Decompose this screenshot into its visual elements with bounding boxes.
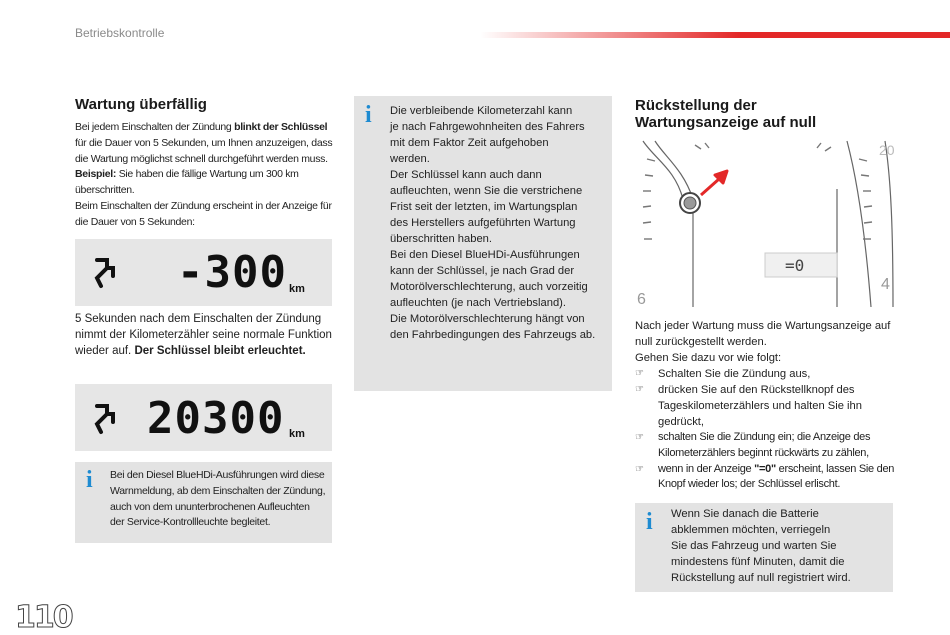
note-line: Bei den Diesel BlueHDi-Ausführungen (390, 249, 580, 261)
note-line: Sie das Fahrzeug und warten Sie (671, 540, 837, 552)
note-line: aufleuchten, wenn Sie die verstrichene (390, 185, 583, 197)
text: Sie haben die fällige Wartung um 300 km überschritten. (75, 168, 299, 197)
note-line: überschritten haben. (390, 233, 492, 245)
text: für die Dauer von 5 Sekunden, um Ihnen anzuzeigen, dass die Wartung möglichst schnell durchgeführt werden muss. (75, 136, 333, 165)
paragraph-blink (75, 120, 337, 167)
note-text (390, 103, 610, 343)
list-item (635, 430, 897, 462)
note-line: mindestens fünf Minuten, damit die (671, 556, 845, 568)
section-title: Betriebskontrolle (75, 26, 165, 40)
heading-line: Wartungsanzeige auf null (635, 114, 817, 131)
note-line: abklemmen möchten, verriegeln (671, 524, 831, 536)
text: 5 Sekunden nach dem Einschalten der Zündung nimmt der Kilometerzähler seine normale Funktion wieder auf. (75, 313, 332, 357)
info-icon: i (646, 509, 653, 535)
steps-list (635, 366, 897, 493)
display-unit: km (289, 428, 305, 440)
note-text: Bei den Diesel BlueHDi-Ausführungen wird diese Warnmeldung, ab dem Einschalten der Zündung, auch von dem ununterbrochenen Aufleuchten der Service-Kontrollleuchte begleitet. (110, 469, 326, 529)
wrench-icon (93, 256, 119, 292)
note-line: Rückstellung auf null registriert wird. (671, 572, 851, 584)
emphasis: Der Schlüssel bleibt erleuchtet. (134, 345, 306, 357)
note-line: Motorölverschlechterung, auch vorzeitig (390, 281, 588, 293)
step-text: Schalten Sie die Zündung aus, (658, 368, 811, 380)
emphasis: "=0" (754, 462, 776, 475)
step-text: erscheint, lassen Sie den Knopf wieder los; der Schlüssel erlischt. (658, 462, 895, 491)
dash-tick-label: 6 (637, 291, 646, 308)
hand-pointer-icon: ☞ (635, 384, 644, 395)
header-accent-bar (480, 32, 950, 38)
display-value: 20300 (147, 393, 285, 444)
step-text: schalten Sie die Zündung ein; die Anzeige des Kilometerzählers beginnt rückwärts zu zählen, (658, 431, 871, 459)
note-line: Die Motorölverschlechterung hängt von (390, 313, 585, 325)
note-line: Wenn Sie danach die Batterie (671, 508, 819, 520)
list-item (635, 382, 897, 430)
info-note-middle (354, 96, 612, 391)
note-text (671, 506, 889, 586)
note-line: Frist seit der letzten, im Wartungsplan (390, 201, 578, 213)
note-line: den Fahrbedingungen des Fahrzeugs ab. (390, 329, 596, 341)
list-item (635, 366, 897, 382)
note-line: Die verbleibende Kilometerzahl kann (390, 105, 573, 117)
emphasis: blinkt der Schlüssel (234, 121, 328, 133)
step-text: wenn in der Anzeige (658, 462, 755, 475)
dash-tick-label: 20 (879, 142, 895, 158)
note-line: mit dem Faktor Zeit aufgehoben (390, 137, 549, 149)
paragraph-example (75, 167, 337, 199)
info-icon: i (365, 102, 372, 128)
reset-instructions (635, 318, 897, 493)
intro-text: Nach jeder Wartung muss die Wartungsanzeige auf null zurückgestellt werden. (635, 320, 891, 348)
intro-text: Gehen Sie dazu vor wie folgt: (635, 352, 782, 364)
step-text: drücken Sie auf den Rückstellknopf des Tageskilometerzählers und halten Sie ihn gedrückt, (658, 384, 862, 428)
paragraph-display-intro: Beim Einschalten der Zündung erscheint in der Anzeige für die Dauer von 5 Sekunden: (75, 199, 332, 228)
info-note-right (635, 503, 893, 592)
dashboard-illustration (635, 139, 893, 311)
info-note-left (75, 462, 332, 543)
heading-line: Rückstellung der (635, 97, 757, 114)
left-column (75, 96, 337, 231)
text: Bei jedem Einschalten der Zündung (75, 121, 235, 133)
display-20300 (75, 384, 332, 451)
display-minus-300 (75, 239, 332, 306)
dash-readout: =0 (785, 256, 805, 275)
note-line: des Herstellers aufgeführten Wartung (390, 217, 576, 229)
heading-overdue: Wartung überfällig (75, 96, 207, 113)
page-number: 110 (15, 600, 72, 635)
example-label: Beispiel: (75, 168, 117, 181)
display-value: -300 (177, 247, 287, 298)
dash-tick-label: 4 (881, 276, 890, 293)
note-line: aufleuchten (je nach Vertriebsland). (390, 297, 567, 309)
right-heading (635, 97, 897, 131)
list-item (635, 462, 897, 494)
hand-pointer-icon: ☞ (635, 432, 644, 443)
wrench-icon (93, 402, 119, 438)
note-line: werden. (390, 153, 430, 165)
note-line: je nach Fahrgewohnheiten des Fahrers (390, 121, 585, 133)
heading-reset (635, 97, 897, 131)
paragraph-after-5s (75, 311, 337, 359)
note-line: kann der Schlüssel, je nach Grad der (390, 265, 575, 277)
note-line: Der Schlüssel kann auch dann (390, 169, 542, 181)
hand-pointer-icon: ☞ (635, 368, 644, 379)
hand-pointer-icon: ☞ (635, 463, 644, 475)
display-unit: km (289, 283, 305, 295)
info-icon: i (86, 467, 93, 493)
